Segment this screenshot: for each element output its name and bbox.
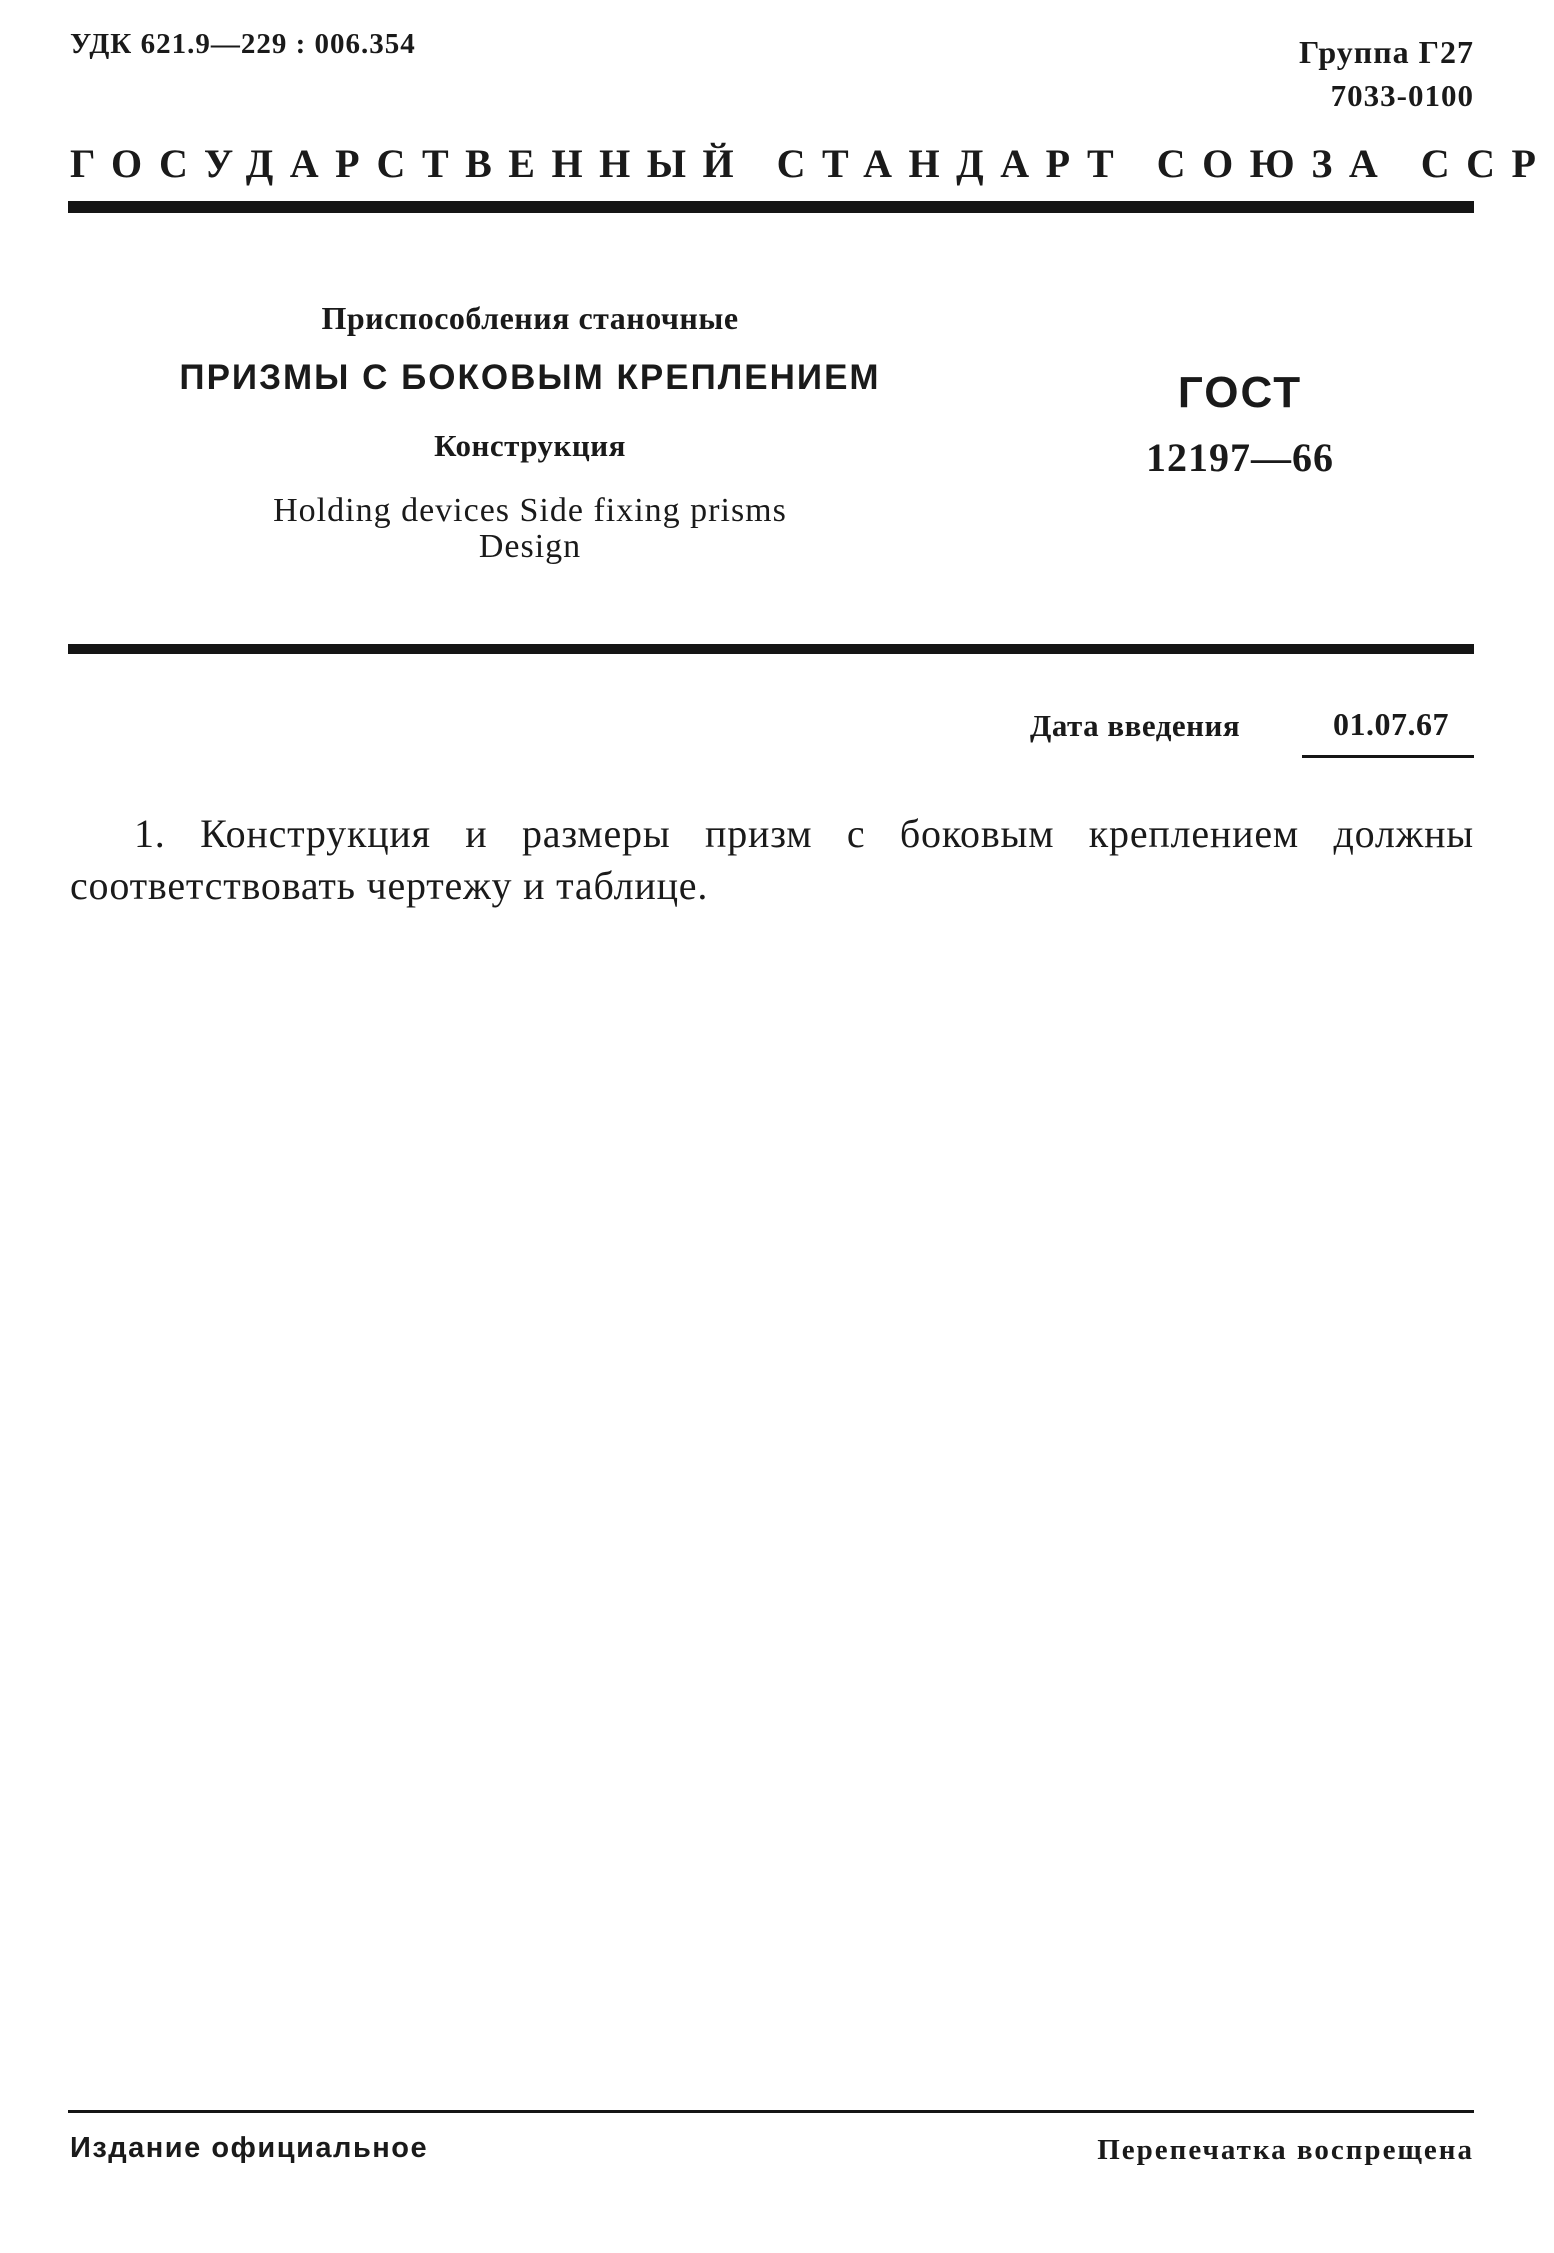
footer-divider [68,2110,1474,2113]
gost-number: 12197—66 [1146,435,1334,480]
effective-date-label: Дата введения [1030,708,1241,743]
okp-code: 7033-0100 [1330,78,1474,113]
standard-heading: ГОСУДАРСТВЕННЫЙ СТАНДАРТ СОЮЗА ССР [70,141,1553,186]
middle-divider [68,644,1474,654]
footer-official-edition: Издание официальное [70,2132,429,2164]
document-subtitle: Конструкция [434,428,626,463]
body-paragraph-1: 1. Конструкция и размеры призм с боковым креплением должны соответствовать чертежу и таблице. [70,811,1474,908]
group-code: Группа Г27 [1299,34,1474,70]
effective-date-underline [1302,755,1474,758]
document-category: Приспособления станочные [321,300,739,336]
footer-reprint-prohibited: Перепечатка воспрещена [1097,2134,1474,2166]
english-title-line-1: Holding devices Side fixing prisms [273,492,787,529]
top-divider [68,201,1474,213]
effective-date-value: 01.07.67 [1333,706,1449,742]
english-title-line-2: Design [478,528,582,565]
udk-code: УДК 621.9—229 : 006.354 [70,28,416,60]
gost-label: ГОСТ [1177,368,1303,417]
document-title: ПРИЗМЫ С БОКОВЫМ КРЕПЛЕНИЕМ [179,358,881,397]
